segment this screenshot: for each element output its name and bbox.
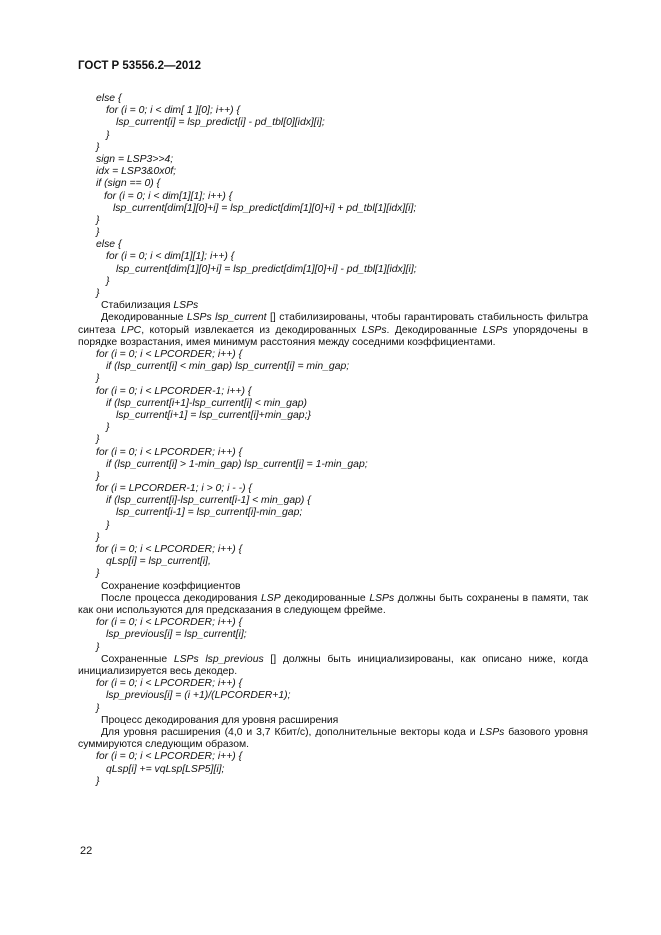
code-line: lsp_current[dim[1][0]+i] = lsp_predict[dim[1][0]+i] + pd_tbl[1][idx][i]; [113, 202, 417, 214]
code-line: } [96, 434, 100, 446]
code-line: for (i = 0; i < LPCORDER; i++) { [96, 544, 243, 555]
code-line: } [96, 141, 100, 153]
code-line: } [96, 288, 100, 299]
page-content [78, 93, 588, 788]
code-line: for (i = 0; i < LPCORDER; i++) { [96, 349, 243, 360]
code-line: } [106, 275, 110, 287]
code-line: } [106, 422, 110, 434]
section-heading-stabilization: Стабилизация LSPs [101, 300, 199, 312]
code-line: for (i = 0; i < dim[1][1]; i++) { [106, 251, 235, 263]
document-header: ГОСТ Р 53556.2—2012 [78, 60, 202, 72]
page-number: 22 [80, 845, 93, 857]
paragraph-enhancement: Для уровня расширения (4,0 и 3,7 Кбит/с), дополнительные векторы кода и LSPs базового уровня суммируются следующим образом. [78, 726, 588, 751]
code-line: lsp_current[i-1] = lsp_current[i]-min_gap; [116, 507, 303, 519]
code-line: for (i = LPCORDER-1; i > 0; i - -) { [96, 483, 252, 495]
code-line: for (i = 0; i < LPCORDER-1; i++) { [96, 385, 252, 397]
code-line: for (i = 0; i < LPCORDER; i++) { [96, 617, 243, 629]
paragraph-saving: После процесса декодирования LSP декодированные LSPs должны быть сохранены в памяти, так как они используются для предсказания в следующем фрейме. [78, 592, 588, 616]
code-line: } [96, 227, 100, 239]
code-line: else { [96, 239, 122, 251]
code-line: sign = LSP3>>4; [96, 153, 174, 165]
code-line: lsp_current[i] = lsp_predict[i] - pd_tbl[0][idx][i]; [116, 117, 325, 129]
code-line: for (i = 0; i < LPCORDER; i++) { [96, 678, 243, 690]
section-heading-saving: Сохранение коэффициентов [101, 580, 241, 592]
code-line: } [96, 702, 100, 714]
code-line: lsp_current[i+1] = lsp_current[i]+min_gap;} [116, 409, 311, 421]
paragraph-saved-init: Сохраненные LSPs lsp_previous [] должны быть инициализированы, как описано ниже, когда инициализируется весь декодер. [78, 653, 589, 677]
code-line: } [96, 470, 100, 482]
code-line: idx = LSP3&0x0f; [96, 166, 176, 178]
code-line: } [96, 373, 100, 385]
code-line: } [96, 641, 100, 653]
code-line: if (lsp_current[i] > 1-min_gap) lsp_current[i] = 1-min_gap; [106, 458, 368, 470]
code-line: if (lsp_current[i]-lsp_current[i-1] < min_gap) { [106, 495, 311, 507]
code-line: else { [96, 93, 122, 104]
code-line: } [96, 568, 100, 580]
code-line: if (lsp_current[i+1]-lsp_current[i] < min_gap) [106, 397, 307, 409]
code-line: if (sign == 0) { [96, 178, 161, 190]
code-line: lsp_previous[i] = (i +1)/(LPCORDER+1); [106, 690, 291, 702]
code-line: } [106, 519, 110, 531]
code-line: qLsp[i] = lsp_current[i], [106, 556, 211, 568]
code-line: } [106, 129, 110, 141]
code-line: for (i = 0; i < LPCORDER; i++) { [96, 446, 243, 458]
code-line: lsp_previous[i] = lsp_current[i]; [106, 629, 247, 641]
code-line: for (i = 0; i < dim[1][1]; i++) { [104, 190, 233, 202]
code-line: if (lsp_current[i] < min_gap) lsp_current[i] = min_gap; [106, 361, 350, 373]
code-line: lsp_current[dim[1][0]+i] = lsp_predict[dim[1][0]+i] - pd_tbl[1][idx][i]; [116, 263, 417, 275]
code-line: } [96, 214, 100, 226]
code-line: qLsp[i] += vqLsp[LSP5][i]; [106, 763, 225, 775]
code-line: for (i = 0; i < LPCORDER; i++) { [96, 751, 243, 763]
code-line: } [96, 775, 100, 787]
section-heading-enhancement: Процесс декодирования для уровня расширения [101, 714, 339, 726]
code-line: for (i = 0; i < dim[ 1 ][0]; i++) { [106, 105, 240, 117]
code-line: } [96, 531, 100, 543]
paragraph-stabilization: Декодированные LSPs lsp_current [] стабилизированы, чтобы гарантировать стабильность фильтра синтеза LPC, который извлекается из декодированных LSPs. Декодированные LSPs упорядочены в порядке возрастания, имея минимум расстояния между соседними коэффициентами. [78, 312, 589, 348]
